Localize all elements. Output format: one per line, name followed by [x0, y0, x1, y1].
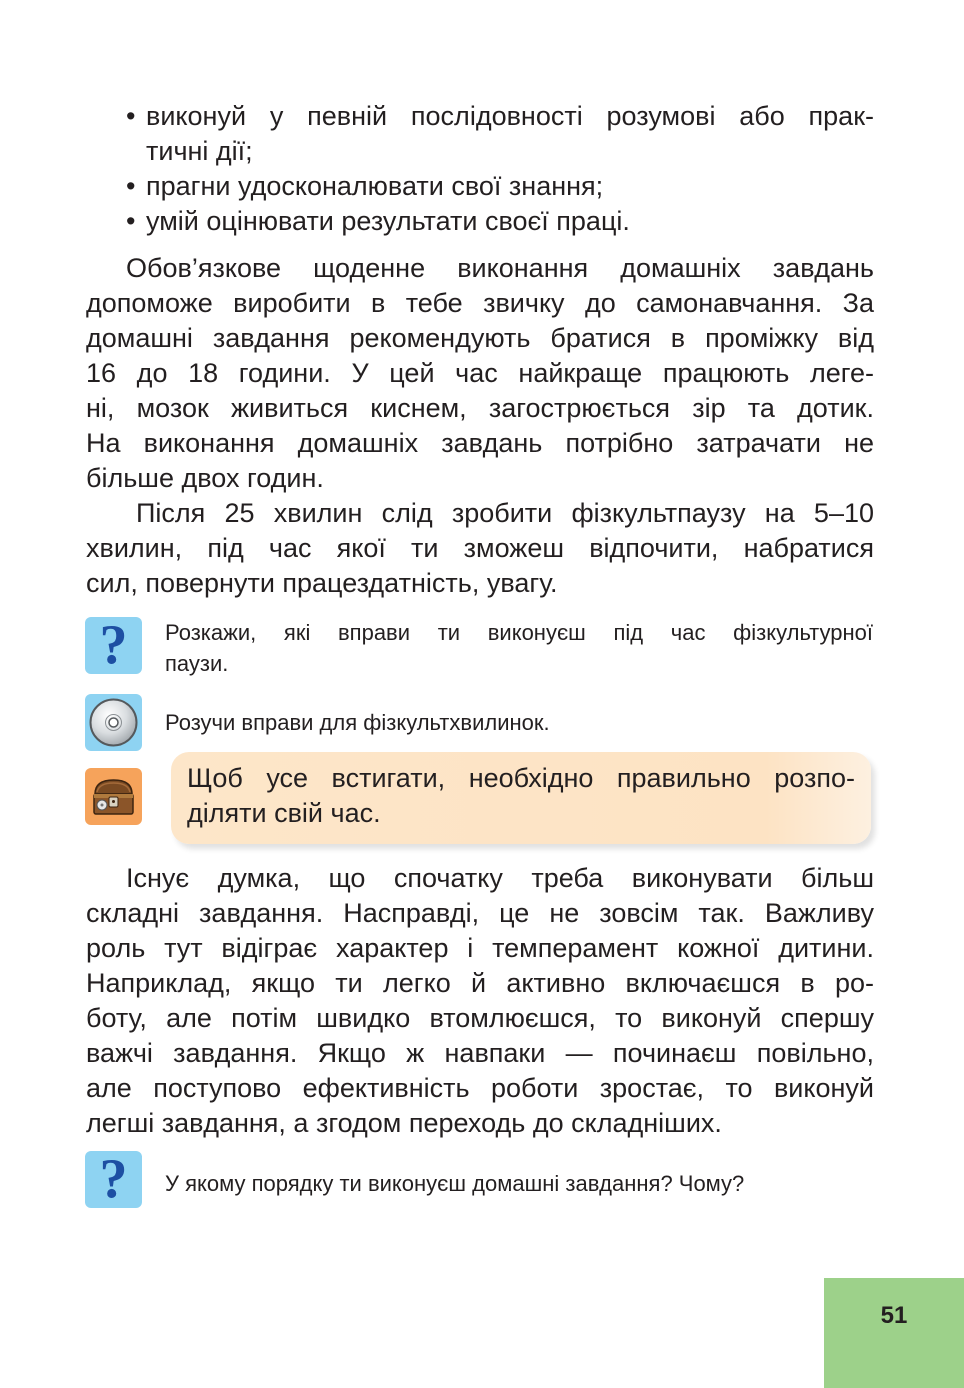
paragraph-line: складні завдання. Насправді, це не зовсім так. Важливу — [86, 898, 874, 928]
paragraph-line: хвилин, під час якої ти зможеш відпочити, набратися — [86, 533, 874, 563]
bullet-text-line: • виконуй у певній послідовності розумові або прак- — [146, 101, 874, 131]
note-line: діляти свій час. — [187, 798, 381, 828]
task-homework-order — [165, 1168, 873, 1199]
bullet-text-line: прагни удосконалювати свої знання; — [146, 171, 604, 201]
treasure-chest-icon — [85, 768, 142, 825]
paragraph-line: сил, повернути працездатність, увагу. — [86, 568, 558, 598]
note-line: Щоб усе встигати, необхідно правильно розпо- — [187, 763, 855, 793]
paragraph-line: допоможе виробити в тебе звичку до самонавчання. За — [86, 288, 874, 318]
question-icon: ? — [85, 617, 142, 674]
paragraph-line: роль тут відіграє характер і темперамент кожної дитини. — [86, 933, 874, 963]
task-line: Розучи вправи для фізкультхвилинок. — [165, 710, 550, 735]
paragraph-line: Наприклад, якщо ти легко й активно включаєшся в ро- — [86, 968, 874, 998]
paragraph-task-order — [86, 861, 874, 1141]
bullet-item — [124, 169, 874, 204]
bullet-item — [124, 99, 874, 169]
paragraph-line: домашні завдання рекомендують братися в проміжку від — [86, 323, 874, 353]
bullet-list — [124, 99, 874, 239]
paragraph-line: більше двох годин. — [86, 463, 324, 493]
task-line: паузи. — [165, 651, 229, 676]
paragraph-break — [86, 496, 874, 601]
task-tell-exercises — [165, 617, 873, 679]
bullet-text-line: умій оцінювати результати своєї праці. — [146, 206, 630, 236]
paragraph-line: На виконання домашніх завдань потрібно затрачати не — [86, 428, 874, 458]
task-learn-exercises — [165, 707, 873, 738]
bullet-text-line: тичні дії; — [146, 136, 253, 166]
paragraph-line: важчі завдання. Якщо ж навпаки — починаєш повільно, — [86, 1038, 874, 1068]
task-line: У якому порядку ти виконуєш домашні завдання? Чому? — [165, 1171, 745, 1196]
page-number: 51 — [880, 1302, 908, 1329]
paragraph-line: боту, але потім швидко втомлюєшся, то виконуй спершу — [86, 1003, 874, 1033]
paragraph-line: легші завдання, а згодом переходь до складніших. — [86, 1108, 722, 1138]
paragraph-homework — [86, 251, 874, 496]
task-line: Розкажи, які вправи ти виконуєш під час фізкультурної — [165, 620, 873, 645]
paragraph-line: але поступово ефективність роботи зростає, то виконуй — [86, 1073, 874, 1103]
note-text — [187, 761, 855, 831]
paragraph-line: Після 25 хвилин слід зробити фізкультпаузу на 5–10 — [136, 498, 874, 528]
cd-disc-icon — [85, 694, 142, 751]
bullet-item — [124, 204, 874, 239]
paragraph-line: 16 до 18 години. У цей час найкраще працюють леге- — [86, 358, 874, 388]
paragraph-line: Існує думка, що спочатку треба виконувати більш — [126, 863, 874, 893]
paragraph-line: ні, мозок живиться киснем, загострюється зір та дотик. — [86, 393, 874, 423]
question-icon: ? — [85, 1151, 142, 1208]
paragraph-line: Обов’язкове щоденне виконання домашніх завдань — [126, 253, 874, 283]
